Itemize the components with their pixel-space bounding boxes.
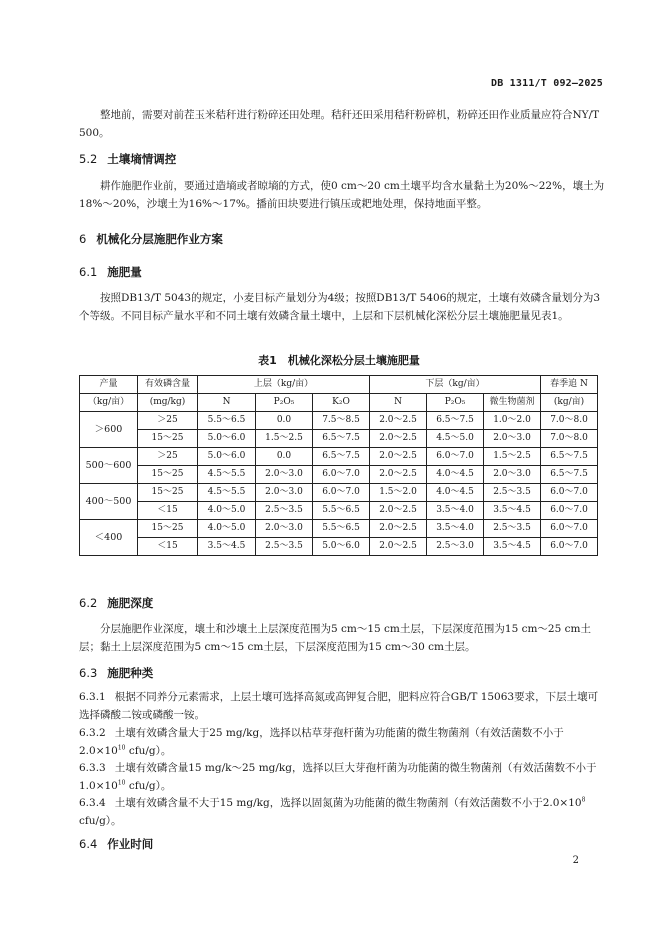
value-cell: 0.0	[256, 412, 313, 430]
section-6-3-heading	[79, 665, 153, 681]
value-cell: 7.5～8.5	[313, 412, 370, 430]
section-title: 施肥深度	[107, 596, 154, 610]
value-cell: 2.0～3.0	[484, 430, 541, 448]
value-cell: 7.0～8.0	[541, 430, 598, 448]
phosphorus-cell: ＞25	[138, 448, 198, 466]
value-cell: 6.0～7.0	[313, 466, 370, 484]
section-6-heading	[79, 231, 223, 247]
section-5-2-paragraph: 耕作施肥作业前，要通过造墒或者晾墒的方式，使0 cm～20 cm土壤平均含水量黏土为20%～22%，壤土为18%～20%，沙壤土为16%～17%。播前田块要进行镇压或耙地处理，保持地面平整。	[79, 180, 605, 210]
yield-cell: 400～500	[80, 484, 138, 520]
phosphorus-cell: ＜15	[138, 538, 198, 556]
section-number: 6.3	[79, 666, 98, 680]
value-cell: 6.5～7.5	[427, 412, 484, 430]
value-cell: 6.5～7.5	[541, 448, 598, 466]
value-cell: 6.0～7.0	[541, 538, 598, 556]
value-cell: 5.0～6.0	[198, 448, 256, 466]
phosphorus-cell: ＞25	[138, 412, 198, 430]
value-cell: 2.5～3.5	[256, 538, 313, 556]
value-cell: 2.0～2.5	[370, 430, 427, 448]
value-cell: 2.0～2.5	[370, 448, 427, 466]
section-number: 5.2	[79, 152, 98, 166]
yield-cell: ＞600	[80, 412, 138, 448]
section-title: 机械化分层施肥作业方案	[96, 232, 223, 246]
section-number: 6.1	[79, 265, 98, 279]
value-cell: 4.0～5.0	[198, 502, 256, 520]
table-header-row-2	[80, 394, 598, 412]
value-cell: 6.0～7.0	[541, 502, 598, 520]
section-5-2-heading	[79, 151, 176, 167]
section-6-4-heading	[79, 836, 153, 852]
value-cell: 2.0～3.0	[256, 520, 313, 538]
header-spring-n: 春季追 N	[541, 376, 598, 394]
section-number: 6.2	[79, 596, 98, 610]
value-cell: 6.5～7.5	[541, 466, 598, 484]
item-number: 6.3.4	[79, 797, 106, 809]
section-title: 施肥量	[107, 265, 142, 279]
section-title: 土壤墒情调控	[107, 152, 177, 166]
value-cell: 5.5～6.5	[198, 412, 256, 430]
value-cell: 4.5～5.5	[198, 484, 256, 502]
item-number: 6.3.1	[79, 691, 106, 703]
value-cell: 2.0～2.5	[370, 466, 427, 484]
value-cell: 2.0～2.5	[370, 502, 427, 520]
table-row	[80, 448, 598, 466]
table-row	[80, 430, 598, 448]
value-cell: 0.0	[256, 448, 313, 466]
value-cell: 5.5～6.5	[313, 502, 370, 520]
fertilizer-table	[79, 375, 598, 556]
item-text: 土壤有效磷含量大于25 mg/kg，选择以枯草芽孢杆菌为功能菌的微生物菌剂（有效活菌数不小于2.0×10	[79, 727, 564, 757]
header-lower-microbial: 微生物菌剂	[484, 394, 541, 412]
value-cell: 2.0～2.5	[370, 520, 427, 538]
table-header-row-1	[80, 376, 598, 394]
value-cell: 2.0～3.0	[256, 466, 313, 484]
phosphorus-cell: ＜15	[138, 502, 198, 520]
value-cell: 5.0～6.0	[198, 430, 256, 448]
value-cell: 1.5～2.5	[256, 430, 313, 448]
item-exponent: 10	[117, 744, 126, 752]
value-cell: 2.0～3.0	[256, 484, 313, 502]
phosphorus-cell: 15～25	[138, 484, 198, 502]
header-upper-n: N	[198, 394, 256, 412]
section-6-1-paragraph: 按照DB13/T 5043的规定，小麦目标产量划分为4级；按照DB13/T 5406的规定，土壤有效磷含量划分为3个等级。不同目标产量水平和不同土壤有效磷含量土壤中，上层和下层机械化深松分层土壤施肥量见表1。	[79, 292, 601, 322]
value-cell: 1.5～2.5	[484, 448, 541, 466]
item-text: 根据不同养分元素需求，上层土壤可选择高氮或高钾复合肥，肥料应符合GB/T 15063要求，下层土壤可选择磷酸二铵或磷酸一铵。	[79, 691, 599, 721]
value-cell: 6.0～7.0	[541, 484, 598, 502]
value-cell: 3.5～4.0	[427, 502, 484, 520]
item-6-3-4	[79, 794, 605, 830]
header-upper-p2o5: P₂O₅	[256, 394, 313, 412]
section-title: 作业时间	[107, 837, 154, 851]
header-yield-unit: （kg/亩）	[80, 394, 138, 412]
item-text: 土壤有效磷含量15 mg/k～25 mg/kg，选择以巨大芽孢杆菌为功能菌的微生物菌剂（有效活菌数不小于1.0×10	[79, 762, 597, 792]
header-yield: 产量	[80, 376, 138, 394]
item-6-3-2	[79, 724, 605, 760]
header-phosphorus-unit: (mg/kg)	[138, 394, 198, 412]
value-cell: 6.0～7.0	[313, 484, 370, 502]
header-lower-n: N	[370, 394, 427, 412]
value-cell: 2.0～2.5	[370, 412, 427, 430]
header-upper-k2o: K₂O	[313, 394, 370, 412]
item-6-3-1	[79, 688, 605, 724]
phosphorus-cell: 15～25	[138, 520, 198, 538]
section-title: 施肥种类	[107, 666, 154, 680]
value-cell: 6.5～7.5	[313, 430, 370, 448]
page-number: 2	[572, 855, 579, 866]
value-cell: 3.5～4.5	[198, 538, 256, 556]
value-cell: 2.5～3.5	[484, 484, 541, 502]
item-6-3-3	[79, 759, 605, 795]
value-cell: 2.0～3.0	[484, 466, 541, 484]
value-cell: 3.5～4.0	[427, 520, 484, 538]
value-cell: 3.5～4.5	[484, 538, 541, 556]
item-text-end: cfu/g）。	[125, 780, 172, 792]
table-caption: 表1 机械化深松分层土壤施肥量	[258, 354, 420, 367]
value-cell: 5.5～6.5	[313, 520, 370, 538]
value-cell: 2.5～3.5	[256, 502, 313, 520]
header-lower-p2o5: P₂O₅	[427, 394, 484, 412]
value-cell: 6.0～7.0	[541, 520, 598, 538]
section-6-2-paragraph: 分层施肥作业深度，壤土和沙壤土上层深度范围为5 cm～15 cm土层，下层深度范围为15 cm～25 cm土层；黏土上层深度范围为5 cm～15 cm土层，下层深度范围为15 cm～30 cm土层。	[79, 623, 591, 653]
header-spring-n-unit: (kg/亩)	[541, 394, 598, 412]
section-number: 6.4	[79, 837, 98, 851]
table-row	[80, 502, 598, 520]
table-row	[80, 538, 598, 556]
table-row	[80, 520, 598, 538]
header-upper-layer: 上层（kg/亩）	[198, 376, 370, 394]
phosphorus-cell: 15～25	[138, 466, 198, 484]
table-row	[80, 412, 598, 430]
value-cell: 5.0～6.0	[313, 538, 370, 556]
value-cell: 1.5～2.0	[370, 484, 427, 502]
value-cell: 4.0～5.0	[198, 520, 256, 538]
header-phosphorus: 有效磷含量	[138, 376, 198, 394]
section-6-2-heading	[79, 595, 153, 611]
yield-cell: 500～600	[80, 448, 138, 484]
value-cell: 4.0～4.5	[427, 484, 484, 502]
value-cell: 4.5～5.5	[198, 466, 256, 484]
value-cell: 3.5～4.5	[484, 502, 541, 520]
item-text-end: cfu/g）。	[79, 815, 122, 827]
yield-cell: ＜400	[80, 520, 138, 556]
section-6-1-heading	[79, 264, 142, 280]
item-exponent: 10	[117, 779, 126, 787]
value-cell: 7.0～8.0	[541, 412, 598, 430]
item-text-end: cfu/g）。	[125, 745, 172, 757]
item-exponent: 8	[581, 796, 586, 804]
value-cell: 1.0～2.0	[484, 412, 541, 430]
table-row	[80, 484, 598, 502]
intro-paragraph: 整地前，需要对前茬玉米秸秆进行粉碎还田处理。秸秆还田采用秸秆粉碎机，粉碎还田作业质量应符合NY/T 500。	[79, 109, 600, 139]
standard-code: DB 1311/T 092—2025	[491, 78, 603, 89]
item-text: 土壤有效磷含量不大于15 mg/kg，选择以固氮菌为功能菌的微生物菌剂（有效活菌数不小于2.0×10	[114, 797, 582, 809]
value-cell: 2.5～3.0	[427, 538, 484, 556]
value-cell: 6.0～7.0	[427, 448, 484, 466]
item-number: 6.3.2	[79, 727, 106, 739]
value-cell: 4.0～4.5	[427, 466, 484, 484]
header-lower-layer: 下层（kg/亩）	[370, 376, 541, 394]
table-row	[80, 466, 598, 484]
value-cell: 2.5～3.5	[484, 520, 541, 538]
value-cell: 6.5～7.5	[313, 448, 370, 466]
phosphorus-cell: 15～25	[138, 430, 198, 448]
value-cell: 2.0～2.5	[370, 538, 427, 556]
item-number: 6.3.3	[79, 762, 106, 774]
value-cell: 4.5～5.0	[427, 430, 484, 448]
section-number: 6	[79, 232, 87, 246]
